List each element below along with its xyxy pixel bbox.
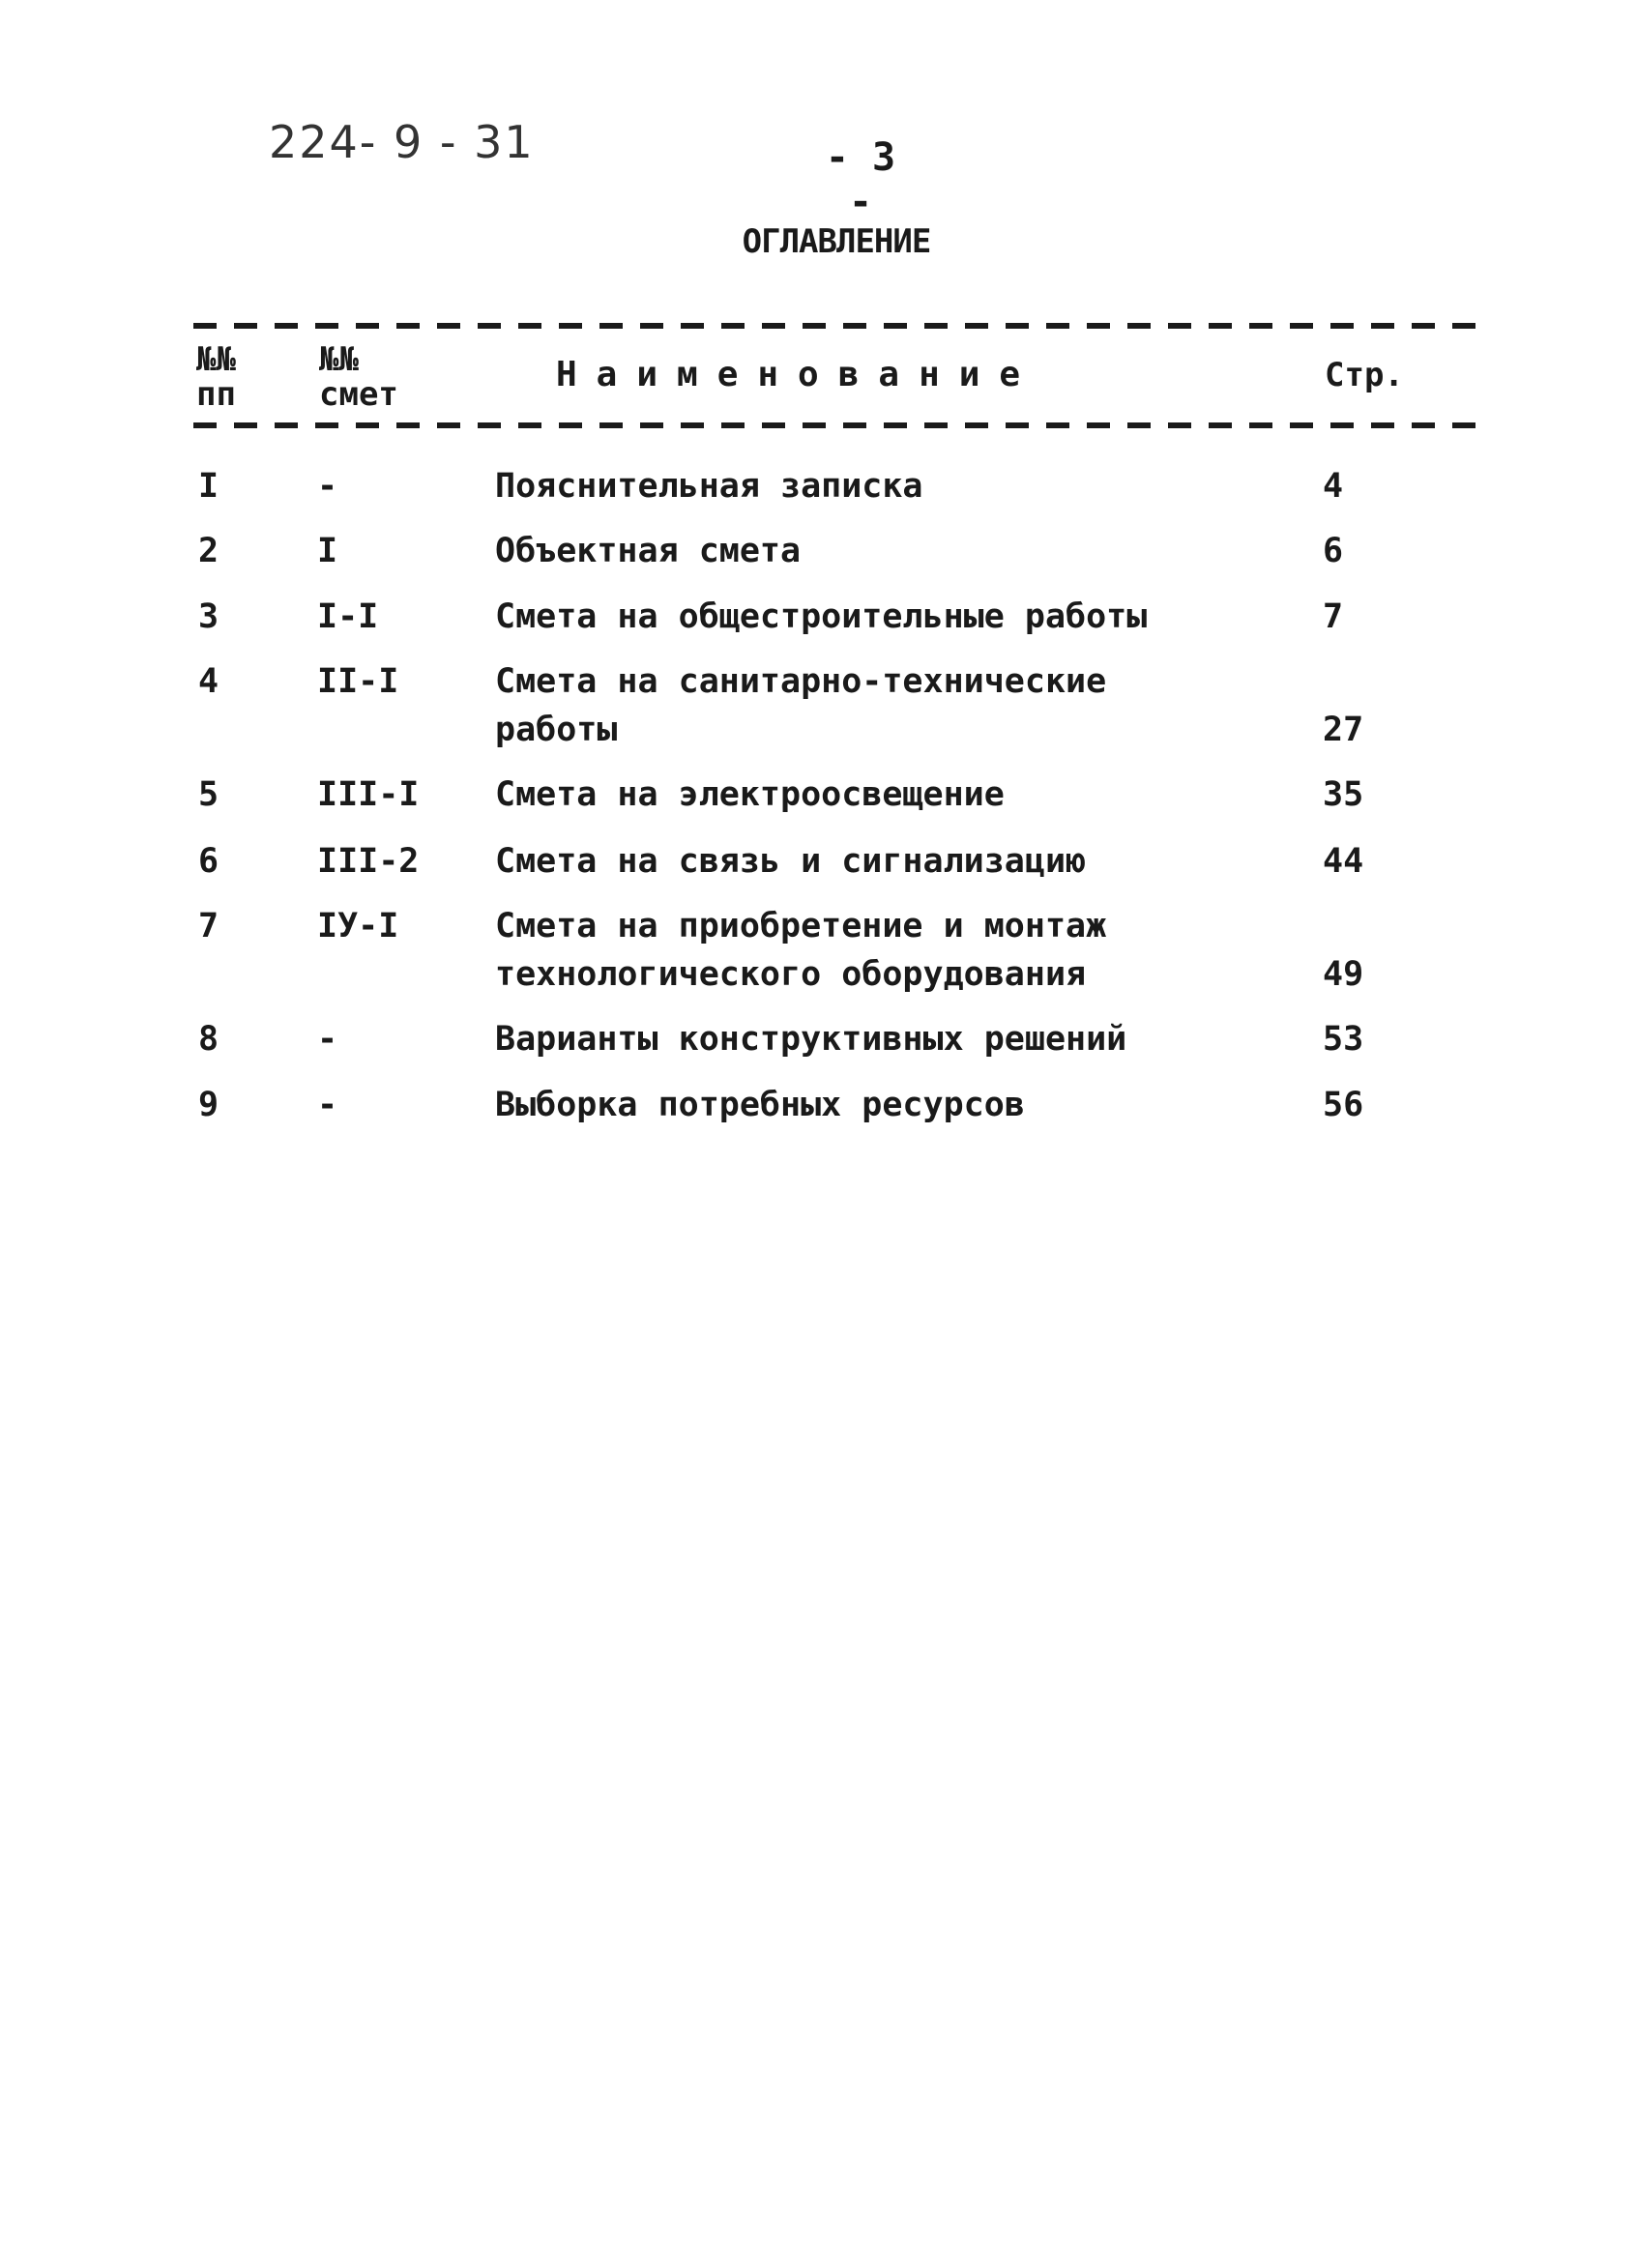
row-page: 7: [1323, 597, 1344, 636]
row-estimate: II-I: [317, 662, 399, 701]
header-item-number: [196, 342, 236, 412]
row-page: 56: [1323, 1086, 1364, 1124]
row-page: 35: [1323, 775, 1364, 814]
row-page: 27: [1323, 711, 1364, 749]
row-name: Объектная смета: [495, 532, 802, 570]
row-name: Выборка потребных ресурсов: [495, 1086, 1025, 1124]
row-estimate: -: [317, 1086, 338, 1124]
row-number: 2: [198, 532, 219, 570]
row-number: 9: [198, 1086, 219, 1124]
table-top-dashed-rule: [193, 323, 1489, 329]
row-page: 4: [1323, 467, 1344, 506]
row-estimate: I-I: [317, 597, 379, 636]
row-number: 3: [198, 597, 219, 636]
row-name: Смета на общестроительные работы: [495, 597, 1148, 636]
row-number: 8: [198, 1020, 219, 1059]
row-name: Пояснительная записка: [495, 467, 923, 506]
row-number: I: [198, 467, 219, 506]
row-number: 7: [198, 907, 219, 945]
row-page: 44: [1323, 842, 1364, 881]
row-name: Смета на санитарно-технические работы: [495, 662, 1107, 749]
document-title: ОГЛАВЛЕНИЕ: [742, 222, 931, 261]
row-name: Варианты конструктивных решений: [495, 1020, 1127, 1059]
row-page: 53: [1323, 1020, 1364, 1059]
row-estimate: -: [317, 1020, 338, 1059]
row-estimate: -: [317, 467, 338, 506]
header-estimate-number-label: №№ смет: [319, 340, 398, 414]
table-header-dashed-rule: [193, 422, 1489, 428]
row-name: Смета на электроосвещение: [495, 775, 1005, 814]
row-name: Смета на приобретение и монтаж технологического оборудования: [495, 907, 1107, 994]
row-page: 6: [1323, 532, 1344, 570]
header-item-number-label: №№ пп: [196, 340, 236, 414]
page-number: - 3 -: [825, 135, 896, 224]
row-number: 5: [198, 775, 219, 814]
header-page: Стр.: [1325, 356, 1404, 394]
row-estimate: I: [317, 532, 338, 570]
header-estimate-number: [319, 342, 398, 412]
row-page: 49: [1323, 955, 1364, 994]
row-name: Смета на связь и сигнализацию: [495, 842, 1087, 881]
row-number: 6: [198, 842, 219, 881]
row-estimate: III-I: [317, 775, 420, 814]
row-estimate: III-2: [317, 842, 420, 881]
row-number: 4: [198, 662, 219, 701]
row-estimate: IУ-I: [317, 907, 399, 945]
handwritten-document-code: 224- 9 - 31: [269, 116, 535, 168]
header-name: Наименование: [556, 355, 1040, 394]
